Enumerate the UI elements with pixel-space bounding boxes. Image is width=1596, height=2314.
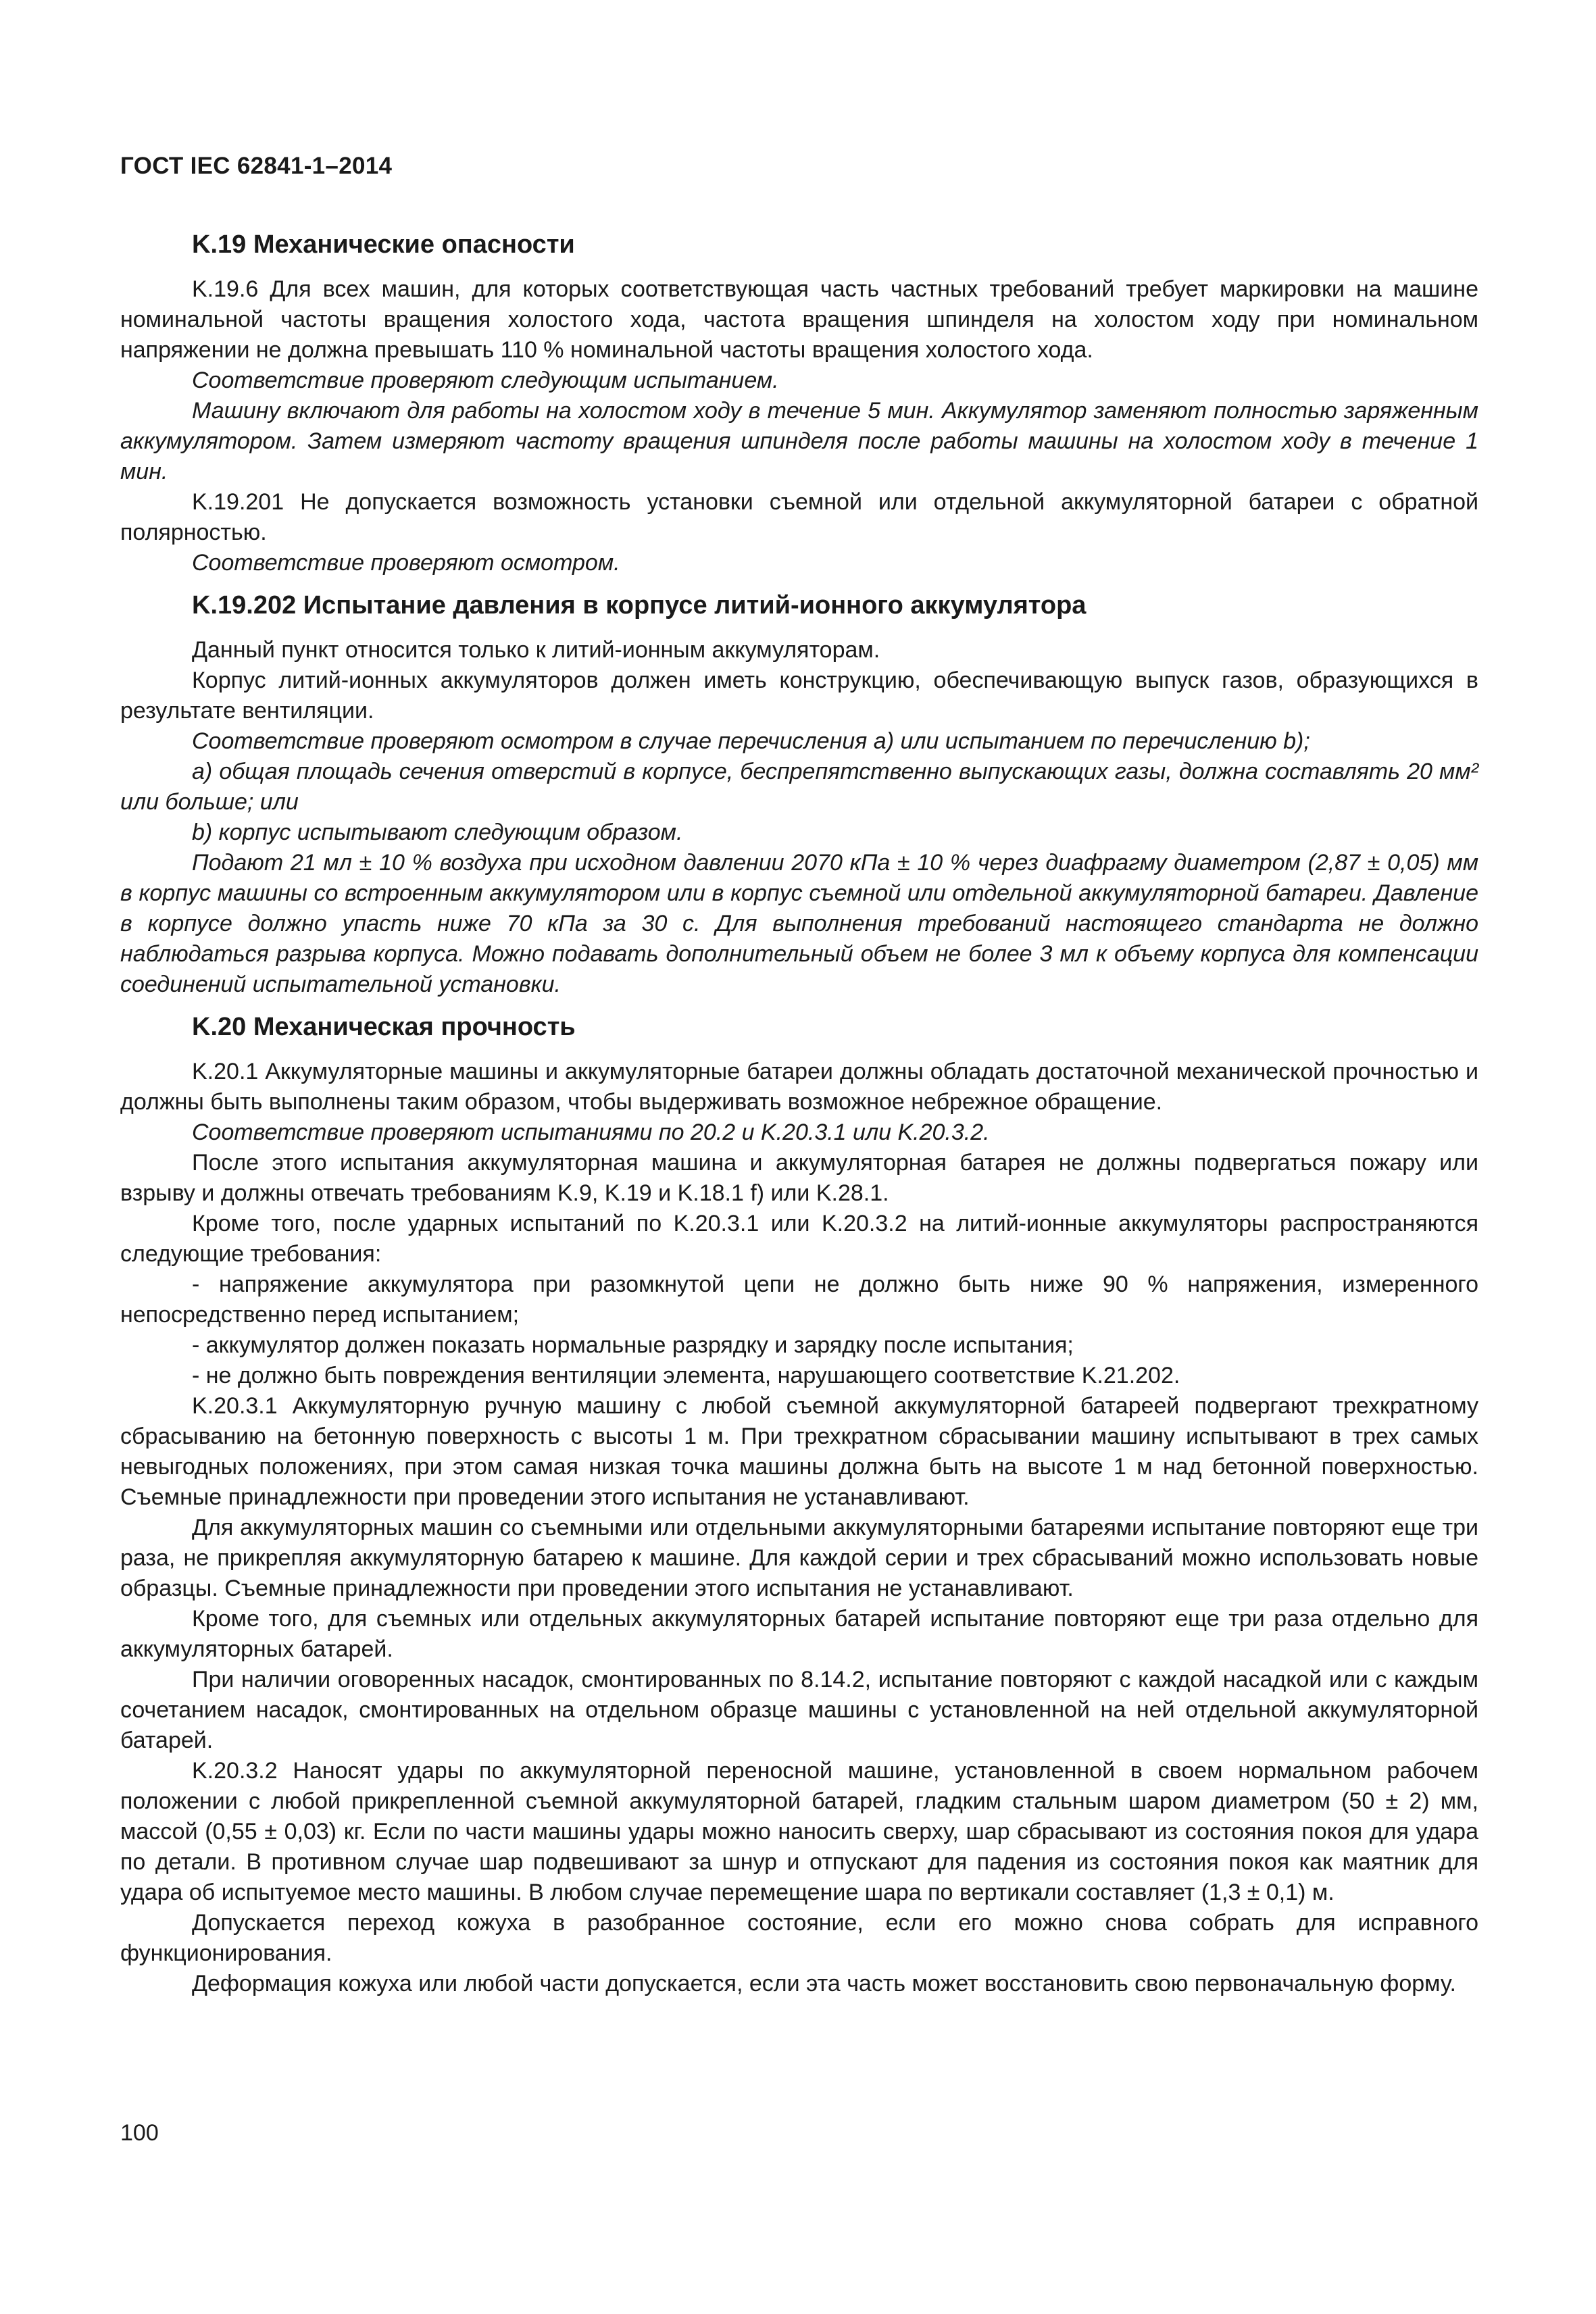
paragraph: Деформация кожуха или любой части допускается, если эта часть может восстановить свою первоначальную форму. — [192, 1971, 1456, 1996]
paragraph: При наличии оговоренных насадок, смонтированных по 8.14.2, испытание повторяют с каждой насадкой или с каждым сочетанием насадок, смонтированных на отдельном образце машины с установленной на ней отдельной аккумуляторной батарей. — [120, 1667, 1478, 1753]
paragraph: - не должно быть повреждения вентиляции элемента, нарушающего соответствие K.21.202. — [192, 1363, 1180, 1388]
paragraph: Допускается переход кожуха в разобранное состояние, если его можно снова собрать для исправного функционирования. — [120, 1910, 1478, 1966]
paragraph: Машину включают для работы на холостом ходу в течение 5 мин. Аккумулятор заменяют полностью заряженным аккумулятором. Затем измеряют частоту вращения шпинделя после работы машины на холостом ходу в течение 1 мин. — [120, 398, 1478, 484]
paragraph: Кроме того, после ударных испытаний по K.20.3.1 или K.20.3.2 на литий-ионные аккумуляторы распространяются следующие требования: — [120, 1211, 1478, 1267]
paragraph: Соответствие проверяют испытаниями по 20.2 и K.20.3.1 или K.20.3.2. — [192, 1120, 990, 1145]
document-body — [120, 227, 1478, 1999]
paragraph: Подают 21 мл ± 10 % воздуха при исходном давлении 2070 кПа ± 10 % через диафрагму диаметром (2,87 ± 0,05) мм в корпус машины со встроенным аккумулятором или в корпус съемной или отдельной аккумуляторной батареи. Давление в корпусе должно упасть ниже 70 кПа за 30 с. Для выполнения требований настоящего стандарта не должно наблюдаться разрыва корпуса. Можно подавать дополнительный объем не более 3 мл к объему корпуса для компенсации соединений испытательной установки. — [120, 850, 1478, 997]
paragraph: Для аккумуляторных машин со съемными или отдельными аккумуляторными батареями испытание повторяют еще три раза, не прикрепляя аккумуляторную батарею к машине. Для каждой серии и трех сбрасываний можно использовать новые образцы. Съемные принадлежности при проведении этого испытания не устанавливают. — [120, 1515, 1478, 1601]
paragraph: K.19.6 Для всех машин, для которых соответствующая часть частных требований требует маркировки на машине номинальной частоты вращения холостого хода, частота вращения шпинделя на холостом ходу при номинальном напряжении не должна превышать 110 % номинальной частоты вращения холостого хода. — [120, 276, 1478, 363]
paragraph: - аккумулятор должен показать нормальные разрядку и зарядку после испытания; — [192, 1332, 1074, 1358]
paragraph: K.20.3.2 Наносят удары по аккумуляторной переносной машине, установленной в своем нормальном рабочем положении с любой прикрепленной съемной аккумуляторной батарей, гладким стальным шаром диаметром (50 ± 2) мм, массой (0,55 ± 0,03) кг. Если по части машины удары можно наносить сверху, шар сбрасывают из состояния покоя для удара по детали. В противном случае шар подвешивают за шнур и отпускают для падения из состояния покоя как маятник для удара об испытуемое место машины. В любом случае перемещение шара по вертикали составляет (1,3 ± 0,1) м. — [120, 1758, 1478, 1905]
paragraph: После этого испытания аккумуляторная машина и аккумуляторная батарея не должны подвергаться пожару или взрыву и должны отвечать требованиям K.9, K.19 и K.18.1 f) или K.28.1. — [120, 1150, 1478, 1206]
paragraph: K.19.201 Не допускается возможность установки съемной или отдельной аккумуляторной батареи с обратной полярностью. — [120, 489, 1478, 545]
paragraph: K.20.3.1 Аккумуляторную ручную машину с любой съемной аккумуляторной батареей подвергают трехкратному сбрасыванию на бетонную поверхность с высоты 1 м. При трехкратном сбрасывании машину испытывают в трех самых невыгодных положениях, при этом самая низкая точка машины должна быть на высоте 1 м над бетонной поверхностью. Съемные принадлежности при проведении этого испытания не устанавливают. — [120, 1393, 1478, 1510]
section-heading: K.20 Механическая прочность — [192, 1013, 576, 1041]
page-number: 100 — [120, 2120, 159, 2146]
paragraph: - напряжение аккумулятора при разомкнутой цепи не должно быть ниже 90 % напряжения, измеренного непосредственно перед испытанием; — [120, 1272, 1478, 1328]
paragraph: Кроме того, для съемных или отдельных аккумуляторных батарей испытание повторяют еще три раза отдельно для аккумуляторных батарей. — [120, 1606, 1478, 1662]
standard-header: ГОСТ IEC 62841-1–2014 — [120, 153, 393, 179]
paragraph: b) корпус испытывают следующим образом. — [192, 820, 683, 845]
paragraph: Соответствие проверяют следующим испытанием. — [192, 368, 779, 393]
paragraph: Соответствие проверяют осмотром в случае перечисления a) или испытанием по перечислению b); — [192, 728, 1310, 754]
section-heading: K.19.202 Испытание давления в корпусе литий-ионного аккумулятора — [192, 591, 1087, 620]
paragraph: K.20.1 Аккумуляторные машины и аккумуляторные батареи должны обладать достаточной механической прочностью и должны быть выполнены таким образом, чтобы выдерживать возможное небрежное обращение. — [120, 1059, 1478, 1115]
paragraph: a) общая площадь сечения отверстий в корпусе, беспрепятственно выпускающих газы, должна составлять 20 мм² или больше; или — [120, 759, 1478, 815]
section-heading: K.19 Механические опасности — [192, 230, 575, 259]
paragraph: Корпус литий-ионных аккумуляторов должен иметь конструкцию, обеспечивающую выпуск газов, образующихся в результате вентиляции. — [120, 668, 1478, 724]
paragraph: Данный пункт относится только к литий-ионным аккумуляторам. — [192, 637, 880, 663]
paragraph: Соответствие проверяют осмотром. — [192, 550, 620, 576]
